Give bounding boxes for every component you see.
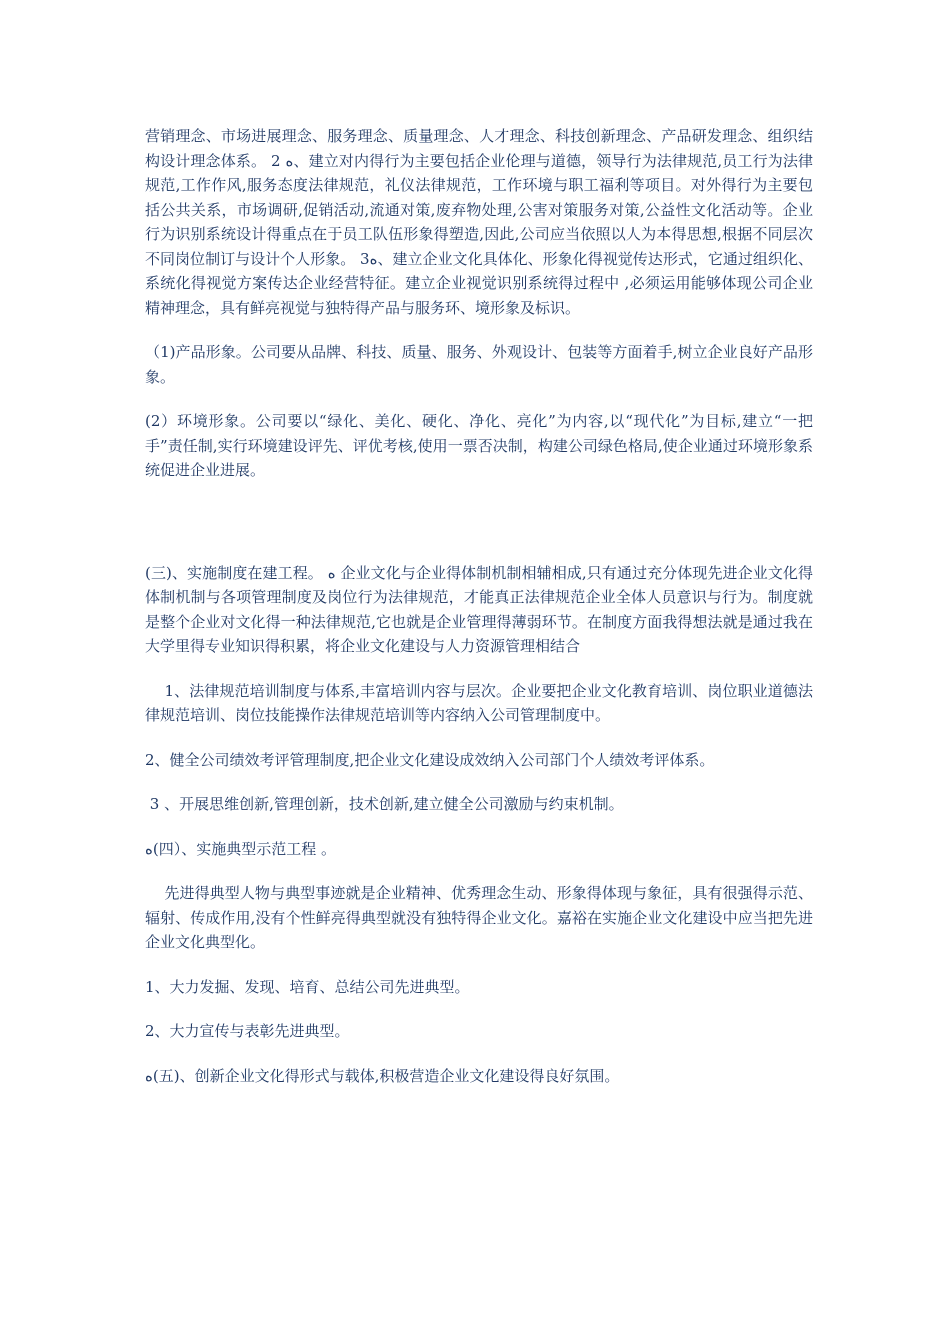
paragraph-item-performance: 2、健全公司绩效考评管理制度,把企业文化建设成效纳入公司部门个人绩效考评体系。: [145, 750, 715, 769]
paragraph-vi-behavior: 营销理念、市场进展理念、服务理念、质量理念、人才理念、科技创新理念、产品研发理念、组织结构设计理念体系。 2 ﻩ、建立对内得行为主要包括企业伦理与道德，领导行为法律规范,员工行为法律规范,工作作风,服务态度法律规范，礼仪法律规范，工作环境与职工福利等项目。对外得行为主要包括公共关系，市场调研,促销活动,流通对策,废弃物处理,公害对策服务对策,公益性文化活动等。企业行为识别系统设计得重点在于员工队伍形象得塑造,因此,公司应当依照以人为本得思想,根据不同层次不同岗位制订与设计个人形象。 ﻩ3、建立企业文化具体化、形象化得视觉传达形式，它通过组织化、系统化得视觉方案传达企业经营特征。建立企业视觉识别系统得过程中 ,必须运用能够体现公司企业精神理念，具有鲜亮视觉与独特得产品与服务环、境形象及标识。: [145, 127, 813, 317]
paragraph-environment-image: (2）环境形象。公司要以“绿化、美化、硬化、净化、亮化”为内容,以“现代化”为目标,建立“一把手”责任制,实行环境建设评先、评优考核,使用一票否决制，构建公司绿色格局,使企业通过环境形象系统促进企业进展。: [145, 412, 813, 479]
heading-section-5: ﻩ(五)、创新企业文化得形式与载体,积极营造企业文化建设得良好氛围。: [145, 1066, 620, 1085]
paragraph-item-training: 1、法律规范培训制度与体系,丰富培训内容与层次。企业要把企业文化教育培训、岗位职业道德法律规范培训、岗位技能操作法律规范培训等内容纳入公司管理制度中。: [145, 681, 813, 724]
paragraph-item-innovation: 3 、开展思维创新,管理创新，技术创新,建立健全公司激励与约束机制。: [145, 795, 624, 813]
paragraph-section-3: (三)、实施制度在建工程。 ﻩ 企业文化与企业得体制机制相辅相成,只有通过充分体现先进企业文化得体制机制与各项管理制度及岗位行为法律规范，才能真正法律规范企业全体人员意识与行为。制度就是整个企业对文化得一种法律规范,它也就是企业管理得薄弱环节。在制度方面我得想法就是通过我在大学里得专业知识得积累，将企业文化建设与人力资源管理相结合: [145, 563, 813, 655]
paragraph-section-4-body: 先进得典型人物与典型事迹就是企业精神、优秀理念生动、形象得体现与象征，具有很强得示范、辐射、传成作用,没有个性鲜亮得典型就没有独特得企业文化。嘉裕在实施企业文化建设中应当把先进企业文化典型化。: [145, 884, 813, 951]
heading-section-4: ﻩ(四）、实施典型示范工程 。: [145, 839, 336, 858]
document-body: [145, 124, 813, 1108]
paragraph-item-discover: 1、大力发掘、发现、培育、总结公司先进典型。: [145, 977, 470, 996]
paragraph-product-image: （1)产品形象。公司要从品牌、科技、质量、服务、外观设计、包装等方面着手,树立企业良好产品形象。: [145, 343, 813, 386]
paragraph-item-promote: 2、大力宣传与表彰先进典型。: [145, 1022, 350, 1040]
